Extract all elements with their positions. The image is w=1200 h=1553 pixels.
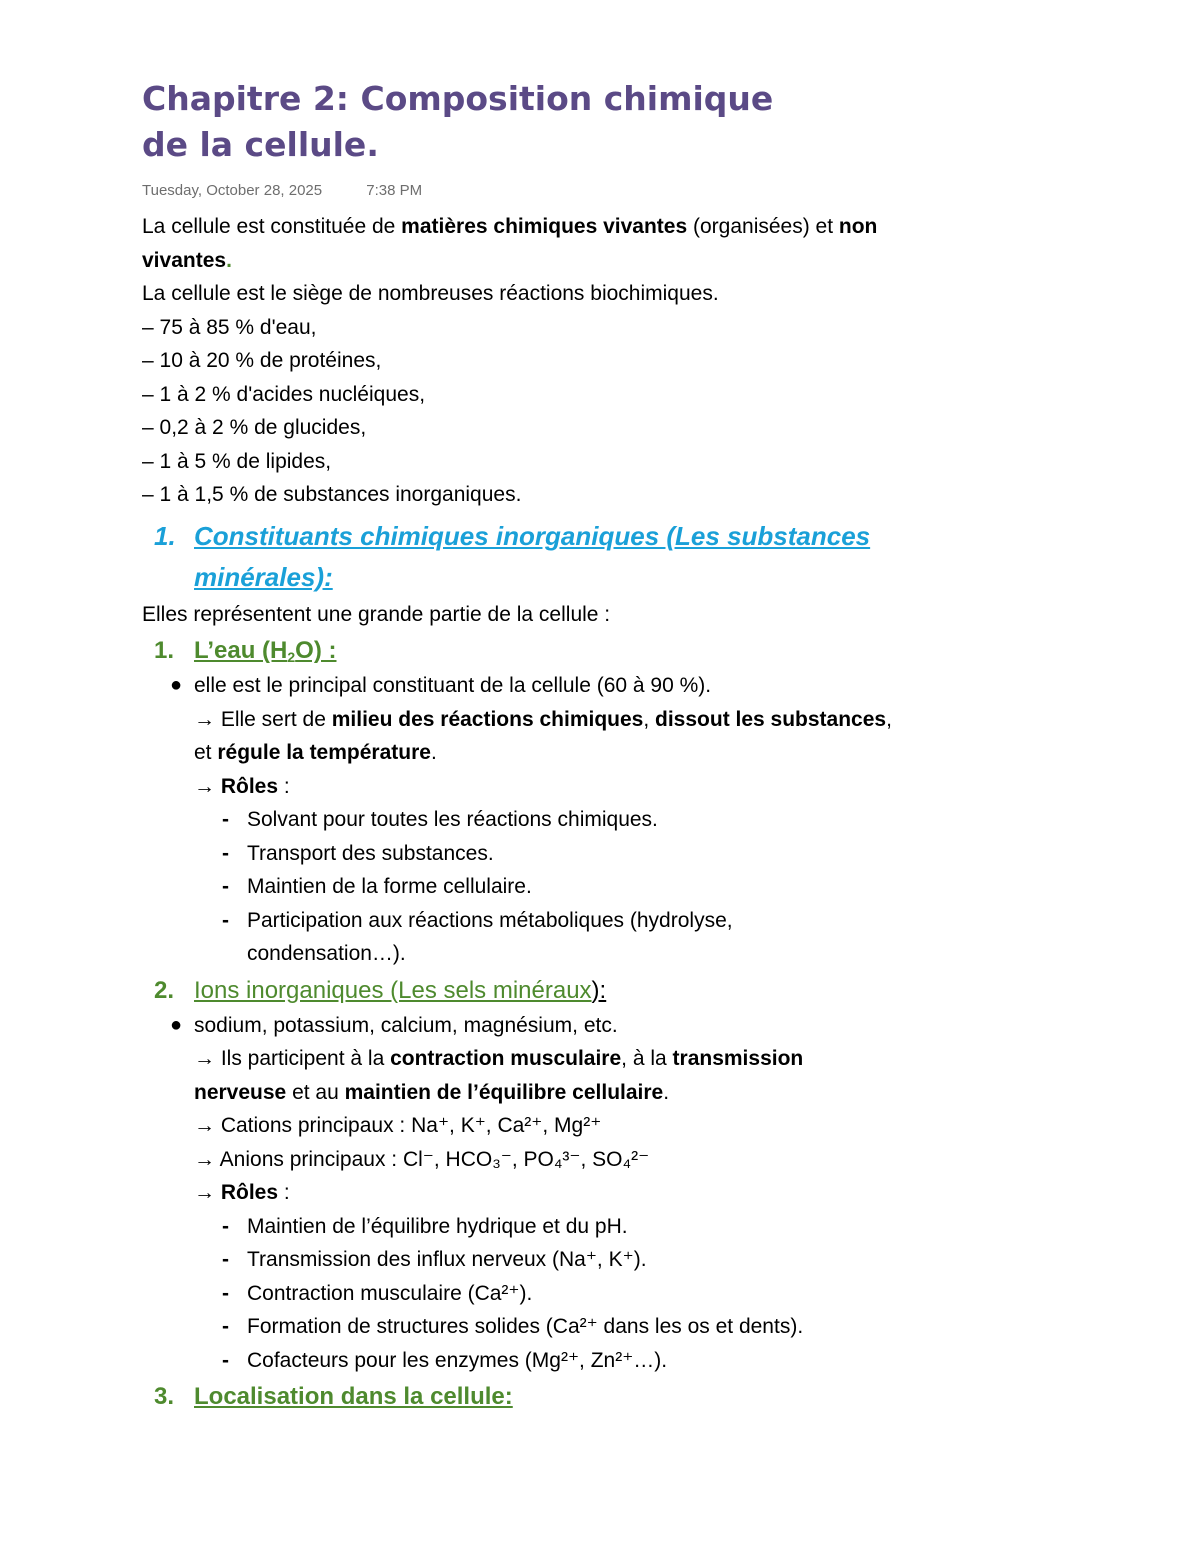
ions-anions: → Anions principaux : Cl⁻, HCO₃⁻, PO₄³⁻, SO₄²⁻ [194,1147,650,1171]
composition-item: – 10 à 20 % de protéines, [142,349,382,372]
water-role-continuation: condensation…). [247,942,406,965]
arrow-icon: → [194,774,221,798]
bold-text: dissout les substances [655,707,887,731]
section-1-title-line-1: Constituants chimiques inorganiques (Les substances [194,520,871,551]
bullet-icon: ● [170,674,183,696]
ions-line-2 [142,1076,1042,1110]
role-text: Transmission des influx nerveux (Na⁺, K⁺). [247,1248,647,1271]
bold-text: milieu des réactions chimiques [331,707,644,731]
bold-text: contraction musculaire [390,1047,622,1070]
dash-icon: - [222,1315,229,1338]
ions-role [142,1344,1042,1378]
intro-period: . [226,248,232,272]
ions-title-end: ): [591,976,607,1004]
title-line-2: de la cellule. [142,125,379,164]
composition-item: – 1 à 2 % d'acides nucléiques, [142,382,426,406]
ions-role [142,1210,1042,1244]
water-number: 1. [154,637,175,664]
composition-item: – 1 à 5 % de lipides, [142,449,332,473]
dash-icon: - [222,808,229,831]
text: . [663,1080,670,1104]
water-title-a: L’eau (H [194,637,288,664]
ions-line-1 [142,1042,1042,1076]
water-bullet-text: elle est le principal constituant de la cellule (60 à 90 %). [194,674,712,697]
section-1-number: 1. [154,520,176,551]
text: : [278,1181,290,1204]
text: : [278,774,290,798]
water-role [142,904,1042,938]
bold-text: Rôles [220,1181,279,1204]
intro-text: (organisées) et [687,215,839,238]
intro-bold: non [838,215,878,238]
section-1-lead: Elles représentent une grande partie de la cellule : [142,602,611,626]
ions-roles-label [142,1176,1042,1210]
bold-text: transmission [672,1047,804,1070]
water-title [194,637,336,664]
text: , à la [621,1047,673,1070]
water-roles-label [142,770,1042,804]
water-title-sub: 2 [287,649,296,665]
note-timestamp [142,182,1042,204]
ions-heading [142,973,1042,1009]
text: et [194,741,218,764]
section-1-heading [142,516,1042,598]
water-role [142,803,1042,837]
text: , [643,707,656,731]
text: . [430,741,437,764]
localisation-title: Localisation dans la cellule: [194,1383,513,1410]
bold-text: maintien de l’équilibre cellulaire [344,1080,664,1104]
role-text: Contraction musculaire (Ca²⁺). [247,1281,533,1305]
dash-icon: - [222,908,229,932]
water-bullet [142,669,1042,703]
intro-block [142,210,1042,512]
title-line-1: Chapitre 2: Composition chimique [142,79,774,118]
role-text: Participation aux réactions métaboliques (hydrolyse, [247,908,733,932]
localisation-number: 3. [154,1383,175,1410]
intro-line-3: La cellule est le siège de nombreuses réactions biochimiques. [142,282,719,305]
ions-role [142,1310,1042,1344]
water-title-b: O) : [295,637,337,664]
role-text: Formation de structures solides (Ca²⁺ dans les os et dents). [247,1315,804,1338]
note-date: Tuesday, October 28, 2025 [142,182,323,199]
role-text: Maintien de la forme cellulaire. [247,875,532,898]
ions-bullet-text: sodium, potassium, calcium, magnésium, etc. [194,1013,618,1037]
role-text: Transport des substances. [247,841,494,865]
water-line-1 [142,703,1042,737]
role-text: Solvant pour toutes les réactions chimiques. [247,808,658,831]
text: → Ils participent à la [194,1047,391,1070]
intro-line-2 [142,244,1042,278]
document-page [142,76,1042,1415]
intro-line-1 [142,210,1042,244]
role-text: Maintien de l’équilibre hydrique et du pH. [247,1214,628,1238]
localisation-heading [142,1379,1042,1415]
intro-text: La cellule est constituée de [142,215,402,238]
text: et au [286,1080,345,1104]
intro-bold: matières chimiques vivantes [401,215,688,238]
text: → Elle sert de [194,707,332,731]
dash-icon: - [222,1248,229,1271]
ions-cations: → Cations principaux : Na⁺, K⁺, Ca²⁺, Mg²⁺ [194,1114,602,1137]
arrow-icon: → [194,1181,221,1204]
ions-bullet [142,1009,1042,1043]
dash-icon: - [222,1348,229,1372]
bold-text: régule la température [217,741,431,764]
bold-text: Rôles [220,774,279,798]
role-text: Cofacteurs pour les enzymes (Mg²⁺, Zn²⁺…). [247,1348,668,1372]
dash-icon: - [222,1214,229,1238]
ions-title: Ions inorganiques (Les sels minéraux [194,976,592,1004]
composition-item: – 0,2 à 2 % de glucides, [142,416,367,439]
water-role [142,870,1042,904]
text: , [886,707,892,731]
section-1-title-line-2: minérales): [194,561,333,592]
note-time: 7:38 PM [366,182,423,199]
ions-number: 2. [154,976,175,1004]
composition-item: – 1 à 1,5 % de substances inorganiques. [142,483,522,506]
dash-icon: - [222,875,229,898]
bold-text: nerveuse [194,1080,287,1104]
water-line-2 [142,736,1042,770]
intro-bold: vivantes [142,248,227,272]
dash-icon: - [222,841,229,865]
page-title [142,76,1042,168]
water-heading [142,633,1042,669]
water-role [142,837,1042,871]
ions-role [142,1243,1042,1277]
bullet-icon: ● [170,1013,183,1036]
ions-role [142,1277,1042,1311]
dash-icon: - [222,1281,229,1305]
composition-item: – 75 à 85 % d'eau, [142,315,317,339]
